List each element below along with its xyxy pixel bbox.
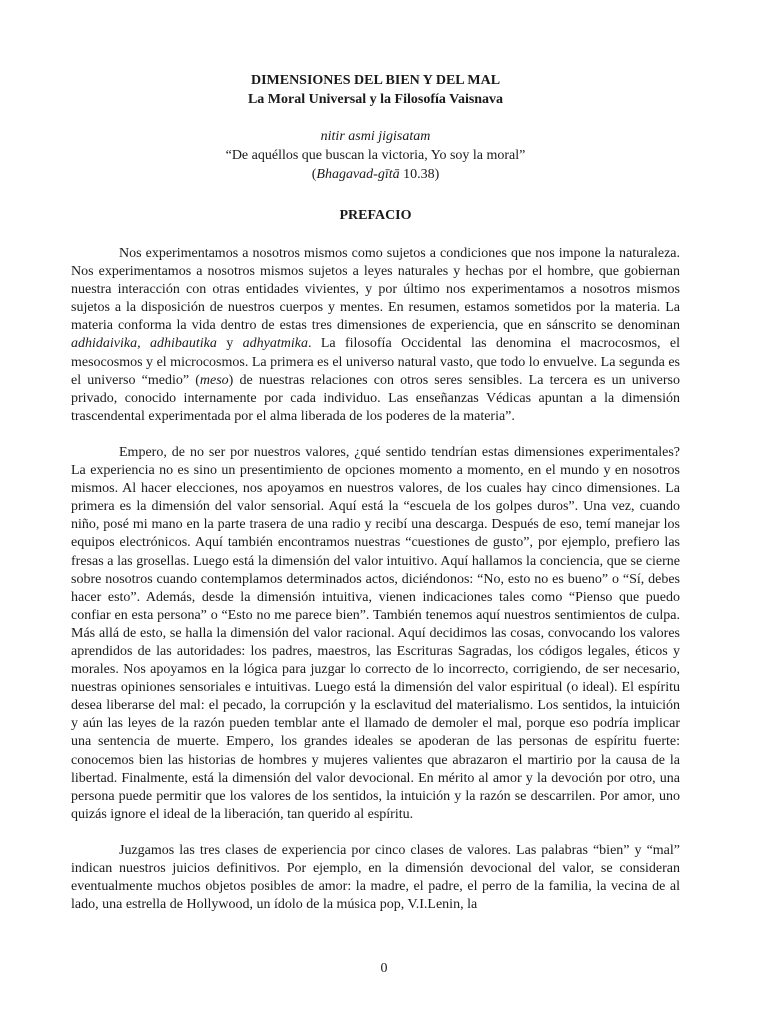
epigraph-source-ref: 10.38) xyxy=(399,167,440,182)
paragraph-1: Nos experimentamos a nosotros mismos como sujetos a condiciones que nos impone la naturaleza. Nos experimentamos a nosotros mismos sujetos a leyes naturales y hechas por el hombre, que gobiernan nuestra interacción con otras entidades vivientes, y por último nos experimentamos a nosotros mismos sujetos a la disposición de nuestros cuerpos y mentes. En resumen, estamos sometidos por la materia. La materia conforma la vida dentro de estas tres dimensiones de experiencia, que en sánscrito se denominan adhidaivika, adhibautika y adhyatmika. La filosofía Occidental las denomina el macrocosmos, el mesocosmos y el microcosmos. La primera es el universo natural vasto, que todo lo envuelve. La segunda es el universo “medio” (meso) de nuestras relaciones con otros seres sensibles. La tercera es un universo privado, conocido internamente por cada individuo. Las enseñanzas Védicas apuntan a la dimensión trascendental experimentada por el alma liberada de los poderes de la materia”. xyxy=(71,246,681,424)
page-number: 0 xyxy=(380,961,388,976)
epigraph-translation: “De aquéllos que buscan la victoria, Yo soy la moral” xyxy=(225,148,526,163)
term-adhibautika: adhibautika xyxy=(150,336,217,352)
epigraph-sanskrit: nitir asmi jigisatam xyxy=(320,129,431,144)
term-adhyatmika: adhyatmika xyxy=(242,336,308,352)
document-title: DIMENSIONES DEL BIEN Y DEL MAL xyxy=(250,73,501,88)
epigraph-source-title: Bhagavad-gītā xyxy=(316,167,400,182)
term-meso: meso xyxy=(199,372,229,388)
document-page xyxy=(71,60,680,932)
section-heading: PREFACIO xyxy=(339,208,412,223)
paragraph-2: Empero, de no ser por nuestros valores, ¿qué sentido tendrían estas dimensiones experimentales? La experiencia no es sino un presentimiento de opciones momento a momento, en el mundo y en nosotros mismos. Al hacer elecciones, nos apoyamos en nuestros valores, de los cuales hay cinco dimensiones. La primera es la dimensión del valor sensorial. Aquí está la “escuela de los golpes duros”. Una vez, cuando niño, posé mi mano en la parte trasera de una radio y recibí una descarga. Después de eso, temí manejar los equipos electrónicos. Aquí también encontramos nuestras “cuestiones de gusto”, por ejemplo, prefiero las fresas a las grosellas. Luego está la dimensión del valor intuitivo. Aquí hallamos la conciencia, que se cierne sobre nosotros cuando contemplamos determinados actos, diciéndonos: “No, esto no es bueno” o “Sí, debes hacer esto”. Además, desde la dimensión intuitiva, vienen indicaciones tales como “Pienso que puedo confiar en esta persona” o “Esto no me parece bien”. También tenemos aquí nuestros sentimientos de culpa. Más allá de esto, se halla la dimensión del valor racional. Aquí decidimos las cosas, convocando los valores aprendidos de las autoridades: los padres, maestros, las Escrituras Sagradas, los códigos legales, éticos y morales. Nos apoyamos en la lógica para juzgar lo correcto de lo incorrecto, corrigiendo, de ser necesario, nuestras opiniones sensoriales e intuitivas. Luego está la dimensión del valor espiritual (o ideal). El espíritu desea liberarse del mal: el pecado, la corrupción y la esclavitud del materialismo. Los sentidos, la intuición y aún las leyes de la razón pueden temblar ante el llamado de demoler el mal, porque eso podría implicar una sentencia de muerte. Empero, los grandes ideales se apoderan de las personas de espíritu fuerte: conocemos bien las historias de hombres y mujeres valientes que abrazaron el martirio por la causa de la libertad. Finalmente, está la dimensión del valor devocional. En mérito al amor y la devoción por otro, una persona puede permitir que los valores de los sentidos, la intuición y la razón se descarrilen. Por amor, uno quizás ignore el ideal de la liberación, tan querido al espíritu. xyxy=(71,444,680,822)
document-subtitle: La Moral Universal y la Filosofía Vaisnava xyxy=(247,92,504,107)
epigraph-source: (Bhagavad-gītā 10.38) xyxy=(311,167,440,182)
epigraph xyxy=(71,127,680,184)
term-adhidaivika: adhidaivika, xyxy=(71,336,141,352)
paragraph-3: Juzgamos las tres clases de experiencia por cinco clases de valores. Las palabras “bien” y “mal” indican nuestros juicios definitivos. Por ejemplo, en la dimensión devocional del valor, se consideran eventualmente muchos objetos posibles de amor: la madre, el padre, el perro de la familia, la vecina de al lado, una estrella de Hollywood, un ídolo de la música pop, V.I.Lenin, la xyxy=(71,842,680,913)
